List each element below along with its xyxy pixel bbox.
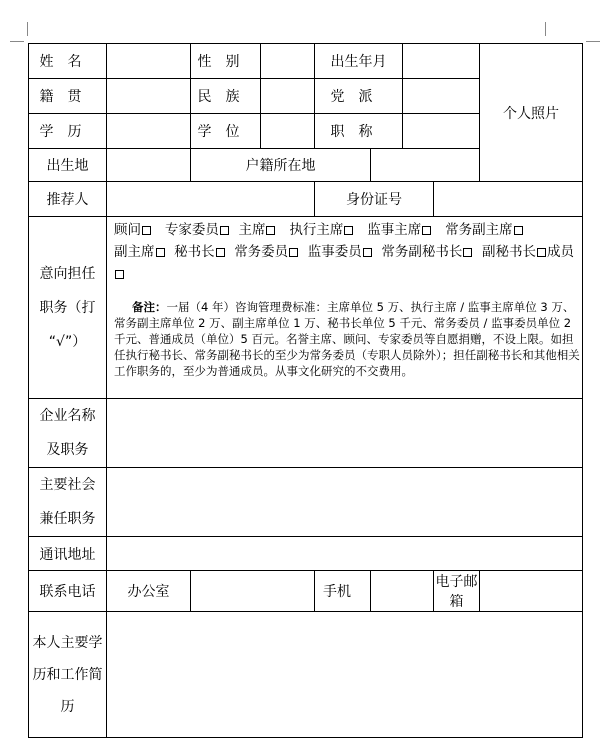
office-phone-field[interactable] bbox=[191, 571, 315, 612]
name-field[interactable] bbox=[107, 44, 191, 79]
education-label: 学历 bbox=[29, 114, 107, 149]
checkbox-supervisory-member[interactable] bbox=[363, 248, 372, 257]
ethnicity-field[interactable] bbox=[261, 79, 315, 114]
crop-mark-top-left-h bbox=[10, 41, 24, 42]
native-field[interactable] bbox=[107, 79, 191, 114]
option-exec-vice-chairman[interactable]: 常务副主席 bbox=[445, 222, 524, 238]
resume-label bbox=[29, 612, 107, 738]
company-label-line2: 及职务 bbox=[46, 442, 89, 458]
household-field[interactable] bbox=[371, 149, 480, 182]
checkbox-exec-chairman[interactable] bbox=[344, 226, 353, 235]
title-field[interactable] bbox=[403, 114, 480, 149]
party-field[interactable] bbox=[403, 79, 480, 114]
option-secretary-general[interactable]: 秘书长 bbox=[174, 244, 226, 260]
address-label: 通讯地址 bbox=[29, 537, 107, 571]
birthplace-label: 出生地 bbox=[29, 149, 107, 182]
option-supervisory-member[interactable]: 监事委员 bbox=[308, 244, 373, 260]
checkbox-exec-vice-chairman[interactable] bbox=[514, 226, 523, 235]
degree-field[interactable] bbox=[261, 114, 315, 149]
social-label-line1: 主要社会 bbox=[39, 477, 96, 493]
phone-label: 联系电话 bbox=[29, 571, 107, 612]
education-field[interactable] bbox=[107, 114, 191, 149]
option-exec-chairman[interactable]: 执行主席 bbox=[289, 222, 354, 238]
fee-note bbox=[107, 299, 582, 383]
crop-mark-top-left bbox=[27, 22, 28, 36]
checkbox-expert[interactable] bbox=[220, 226, 229, 235]
note-label: 备注： bbox=[132, 300, 167, 314]
checkbox-vice-chairman[interactable] bbox=[156, 248, 165, 257]
checkbox-member[interactable] bbox=[115, 270, 124, 279]
position-label-line3: “√”） bbox=[48, 333, 87, 350]
social-label bbox=[29, 468, 107, 537]
checkbox-advisor[interactable] bbox=[142, 226, 151, 235]
social-label-line2: 兼任职务 bbox=[39, 511, 96, 527]
resume-label-line2: 历和工作简 bbox=[32, 666, 103, 683]
mobile-label: 手机 bbox=[315, 571, 371, 612]
recommender-label: 推荐人 bbox=[29, 182, 107, 217]
position-options-cell bbox=[107, 217, 583, 399]
birthplace-field[interactable] bbox=[107, 149, 191, 182]
birth-month-label: 出生年月 bbox=[315, 44, 403, 79]
option-vice-chairman[interactable]: 副主席 bbox=[114, 244, 166, 260]
household-label: 户籍所在地 bbox=[191, 149, 371, 182]
registration-form-table bbox=[28, 43, 583, 738]
position-label-line1: 意向担任 bbox=[39, 265, 96, 282]
option-expert[interactable]: 专家委员 bbox=[165, 222, 230, 238]
address-field[interactable] bbox=[107, 537, 583, 571]
option-standing-member[interactable]: 常务委员 bbox=[234, 244, 299, 260]
native-label: 籍贯 bbox=[29, 79, 107, 114]
resume-label-line3: 历 bbox=[60, 698, 75, 715]
birth-month-field[interactable] bbox=[403, 44, 480, 79]
position-label-line2: 职务（打 bbox=[39, 299, 96, 316]
office-phone-label: 办公室 bbox=[107, 571, 191, 612]
mobile-field[interactable] bbox=[371, 571, 434, 612]
crop-mark-top-right-h bbox=[586, 41, 600, 42]
checkbox-chairman[interactable] bbox=[266, 226, 275, 235]
note-text: 一届（4 年）咨询管理费标准：主席单位 5 万、执行主席 / 监事主席单位 3 万、常务副主席单位 2 万、副主席单位 1 万、秘书长单位 5 千元、常务委员 / 监事委员单位 2 千元、普通成员（单位）5 百元。名誉主席、顾问、专家委员等自愿捐赠，不设上限。如担任执行秘书长、常务副秘书长的至少为常务委员（专职人员除外）；担任副秘书长和其他相关工作职务的，至少为普通成员。从事文化研究的不交费用。 bbox=[114, 300, 580, 378]
checkbox-supervisor-chairman[interactable] bbox=[422, 226, 431, 235]
id-field[interactable] bbox=[434, 182, 583, 217]
id-label: 身份证号 bbox=[315, 182, 434, 217]
recommender-field[interactable] bbox=[107, 182, 315, 217]
photo-cell[interactable]: 个人照片 bbox=[480, 44, 583, 182]
degree-label: 学位 bbox=[191, 114, 261, 149]
company-label bbox=[29, 399, 107, 468]
email-field[interactable] bbox=[480, 571, 583, 612]
checkbox-secretary-general[interactable] bbox=[216, 248, 225, 257]
checkbox-exec-deputy-secretary[interactable] bbox=[463, 248, 472, 257]
ethnicity-label: 民族 bbox=[191, 79, 261, 114]
option-chairman[interactable]: 主席 bbox=[238, 222, 276, 238]
resume-label-line1: 本人主要学 bbox=[32, 634, 103, 651]
resume-field[interactable] bbox=[107, 612, 583, 738]
title-label: 职称 bbox=[315, 114, 403, 149]
gender-label: 性别 bbox=[191, 44, 261, 79]
option-supervisor-chairman[interactable]: 监事主席 bbox=[367, 222, 432, 238]
option-deputy-secretary[interactable]: 副秘书长 bbox=[482, 244, 547, 260]
checkbox-deputy-secretary[interactable] bbox=[537, 248, 546, 257]
position-label bbox=[29, 217, 107, 399]
social-field[interactable] bbox=[107, 468, 583, 537]
option-exec-deputy-secretary[interactable]: 常务副秘书长 bbox=[381, 244, 473, 260]
option-advisor[interactable]: 顾问 bbox=[114, 222, 152, 238]
party-label: 党派 bbox=[315, 79, 403, 114]
option-member[interactable]: 成员 bbox=[114, 244, 574, 282]
company-field[interactable] bbox=[107, 399, 583, 468]
crop-mark-top-right bbox=[545, 22, 546, 36]
gender-field[interactable] bbox=[261, 44, 315, 79]
checkbox-standing-member[interactable] bbox=[289, 248, 298, 257]
position-options bbox=[107, 217, 582, 285]
name-label: 姓名 bbox=[29, 44, 107, 79]
email-label: 电子邮箱 bbox=[434, 571, 480, 612]
company-label-line1: 企业名称 bbox=[39, 408, 96, 424]
